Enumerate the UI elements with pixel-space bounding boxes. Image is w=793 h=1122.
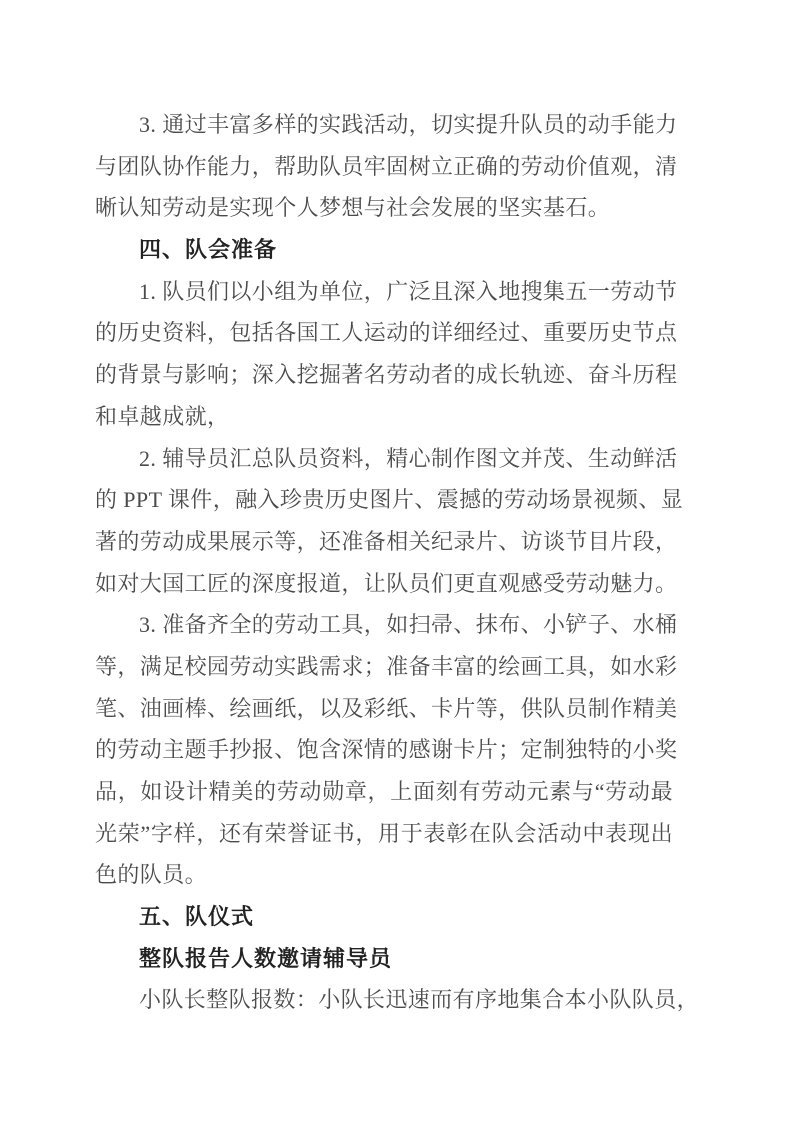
body-text-line: 如对大国工匠的深度报道，让队员们更直观感受劳动魅力。 [95, 570, 678, 596]
heading-line: 四、队会准备 [139, 237, 278, 263]
body-text-line: 的劳动主题手抄报、饱含深情的感谢卡片；定制独特的小奖 [95, 737, 678, 763]
body-text-line: 品，如设计精美的劳动勋章，上面刻有劳动元素与“劳动最 [95, 779, 673, 804]
body-text-line: 3. 通过丰富多样的实践活动，切实提升队员的动手能力 [139, 112, 678, 137]
body-text-line: 等，满足校园劳动实践需求；准备丰富的绘画工具，如水彩 [95, 653, 678, 679]
heading-line: 五、队仪式 [139, 904, 255, 930]
heading-line: 整队报告人数邀请辅导员 [139, 945, 393, 971]
body-text-line: 光荣”字样，还有荣誉证书，用于表彰在队会活动中表现出 [95, 820, 673, 846]
body-text-line: 的 PPT 课件，融入珍贵历史图片、震撼的劳动场景视频、显 [95, 487, 684, 513]
body-text-line: 色的队员。 [95, 862, 208, 888]
body-text-line: 2. 辅导员汇总队员资料，精心制作图文并茂、生动鲜活 [139, 445, 678, 471]
document-text-block [95, 104, 700, 1021]
body-text-line: 的背景与影响；深入挖掘著名劳动者的成长轨迹、奋斗历程 [95, 362, 678, 388]
body-text-line: 3. 准备齐全的劳动工具，如扫帚、抹布、小铲子、水桶 [139, 612, 678, 638]
body-text-line: 小队长整队报数：小队长迅速而有序地集合本小队队员， [139, 987, 700, 1013]
body-text-line: 和卓越成就， [95, 403, 230, 429]
body-text-line: 的历史资料，包括各国工人运动的详细经过、重要历史节点 [95, 320, 678, 346]
body-text-line: 1. 队员们以小组为单位，广泛且深入地搜集五一劳动节 [139, 278, 678, 304]
body-text-line: 与团队协作能力，帮助队员牢固树立正确的劳动价值观，清 [95, 153, 678, 179]
body-text-line: 著的劳动成果展示等，还准备相关纪录片、访谈节目片段， [95, 528, 678, 554]
body-text-line: 晰认知劳动是实现个人梦想与社会发展的坚实基石。 [95, 195, 611, 221]
body-text-line: 笔、油画棒、绘画纸，以及彩纸、卡片等，供队员制作精美 [95, 695, 678, 721]
